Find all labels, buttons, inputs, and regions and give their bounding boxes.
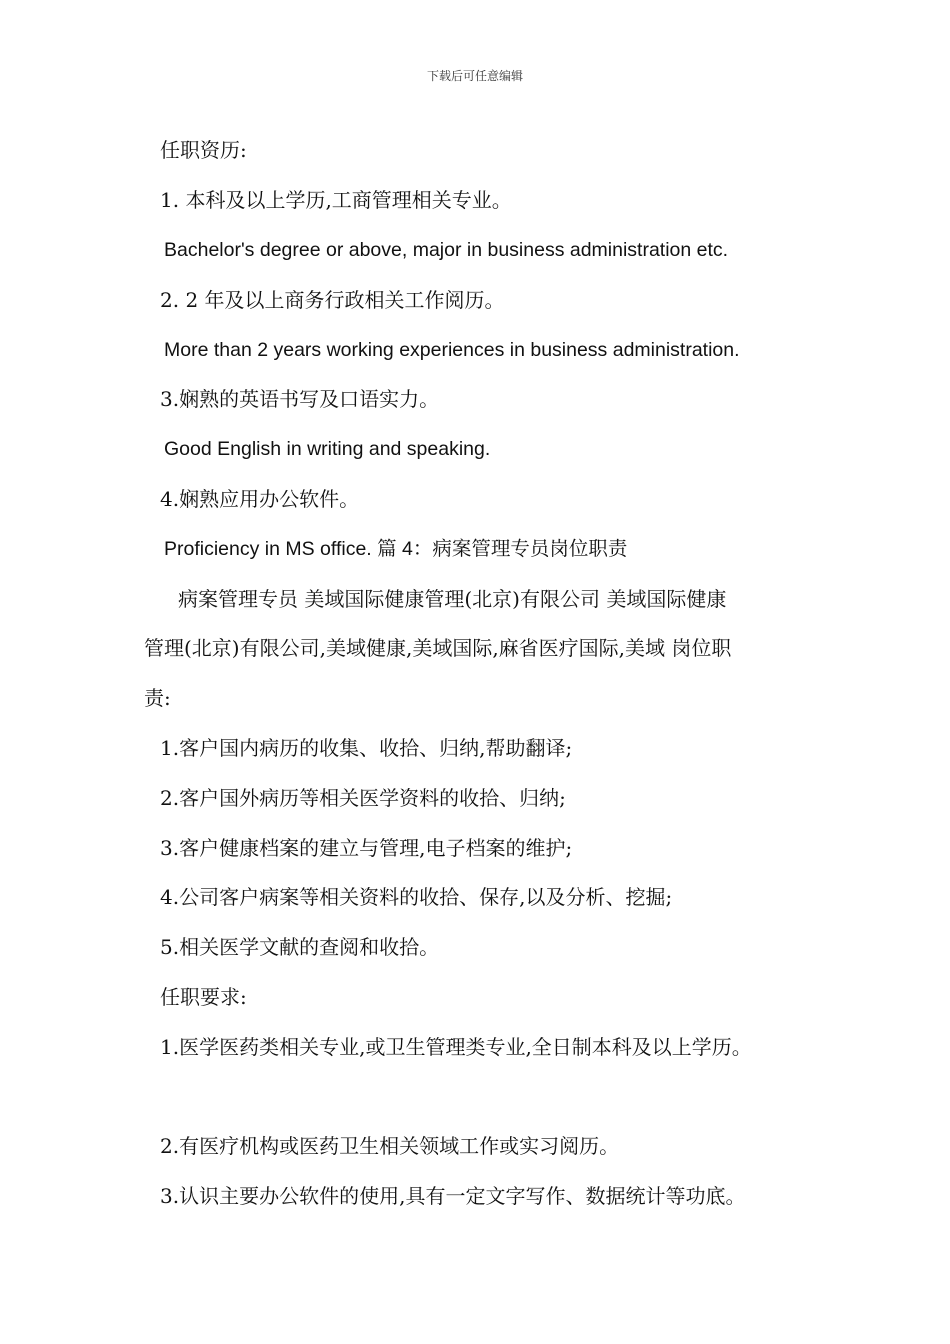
paragraph-line: 4.娴熟应用办公软件。	[160, 487, 360, 511]
paragraph-line: 管理(北京)有限公司,美域健康,美域国际,麻省医疗国际,美域 岗位职	[144, 636, 732, 660]
page-header: 下载后可任意编辑	[426, 69, 523, 83]
list-item: 3.客户健康档案的建立与管理,电子档案的维护;	[160, 836, 573, 860]
paragraph-line-english: More than 2 years working experiences in business administration.	[164, 339, 740, 361]
list-item: 5.相关医学文献的查阅和收拾。	[160, 935, 440, 959]
list-item: 3.认识主要办公软件的使用,具有一定文字写作、数据统计等功底。	[160, 1184, 746, 1208]
section-heading-requirements: 任职要求:	[160, 985, 247, 1009]
paragraph-line: 病案管理专员 美域国际健康管理(北京)有限公司 美域国际健康	[178, 587, 727, 611]
list-item: 4.公司客户病案等相关资料的收拾、保存,以及分析、挖掘;	[160, 885, 673, 909]
list-item: 1.医学医药类相关专业,或卫生管理类专业,全日制本科及以上学历。	[160, 1035, 752, 1059]
list-item: 1.客户国内病历的收集、收拾、归纳,帮助翻译;	[160, 736, 573, 760]
paragraph-line-english: Bachelor's degree or above, major in business administration etc.	[164, 239, 729, 261]
paragraph-line-english: Good English in writing and speaking.	[164, 438, 491, 460]
paragraph-line: 3.娴熟的英语书写及口语实力。	[160, 387, 440, 411]
list-item: 2.有医疗机构或医药卫生相关领域工作或实习阅历。	[160, 1134, 620, 1158]
section-heading-qualifications: 任职资历:	[160, 138, 247, 162]
paragraph-line: 责:	[144, 686, 171, 710]
paragraph-line: 2. 2 年及以上商务行政相关工作阅历。	[160, 288, 505, 312]
paragraph-line-english: Proficiency in MS office. 篇 4：病案管理专员岗位职责	[164, 538, 628, 560]
paragraph-line: 1. 本科及以上学历,工商管理相关专业。	[160, 188, 512, 212]
list-item: 2.客户国外病历等相关医学资料的收拾、归纳;	[160, 786, 566, 810]
